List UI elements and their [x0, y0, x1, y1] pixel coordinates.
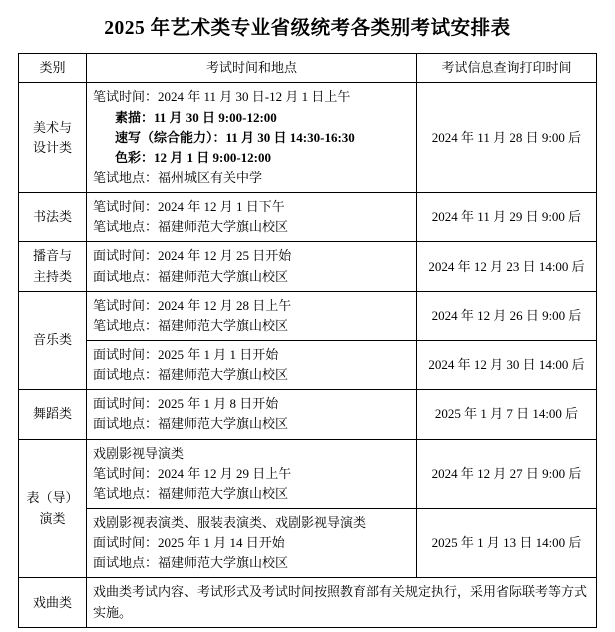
row-category-calligraphy: 书法类	[19, 193, 87, 242]
header-category: 类别	[19, 54, 87, 83]
row-category-music: 音乐类	[19, 291, 87, 390]
row-query-calligraphy: 2024 年 11 月 29 日 9:00 后	[417, 193, 597, 242]
row-query-performance-interview: 2025 年 1 月 13 日 14:00 后	[417, 509, 597, 578]
table-row	[19, 291, 597, 340]
table-row	[19, 341, 597, 390]
header-time-place: 考试时间和地点	[87, 54, 417, 83]
exam-schedule-table	[18, 53, 597, 627]
row-category-performance: 表（导） 演类	[19, 439, 87, 578]
row-detail-calligraphy: 笔试时间：2024 年 12 月 1 日下午 笔试地点：福建师范大学旗山校区	[87, 193, 417, 242]
row-query-fine-arts: 2024 年 11 月 28 日 9:00 后	[417, 83, 597, 193]
row-detail-opera: 戏曲类考试内容、考试形式及考试时间按照教育部有关规定执行，采用省际联考等方式实施。	[87, 578, 597, 627]
table-row	[19, 509, 597, 578]
table-row	[19, 390, 597, 439]
row-category-opera: 戏曲类	[19, 578, 87, 627]
row-detail-dance: 面试时间：2025 年 1 月 8 日开始 面试地点：福建师范大学旗山校区	[87, 390, 417, 439]
row-category-dance: 舞蹈类	[19, 390, 87, 439]
page-title: 2025 年艺术类专业省级统考各类别考试安排表	[104, 18, 511, 39]
row-query-broadcasting: 2024 年 12 月 23 日 14:00 后	[417, 242, 597, 291]
row-detail-fine-arts: 笔试时间：2024 年 11 月 30 日-12 月 1 日上午 素描：11 月 30 日 9:00-12:00 速写（综合能力）：11 月 30 日 14:30-16:30 色彩：12 月 1 日 9:00-12:00 笔试地点：福州城区有关中学	[87, 83, 417, 193]
row-detail-performance-written: 戏剧影视导演类 笔试时间：2024 年 12 月 29 日上午 笔试地点：福建师范大学旗山校区	[87, 439, 417, 508]
row-detail-performance-interview: 戏剧影视表演类、服装表演类、戏剧影视导演类 面试时间：2025 年 1 月 14 日开始 面试地点：福建师范大学旗山校区	[87, 509, 417, 578]
row-category-fine-arts: 美术与 设计类	[19, 83, 87, 193]
row-query-dance: 2025 年 1 月 7 日 14:00 后	[417, 390, 597, 439]
table-row	[19, 242, 597, 291]
header-query-print: 考试信息查询打印时间	[417, 54, 597, 83]
row-query-music-interview: 2024 年 12 月 30 日 14:00 后	[417, 341, 597, 390]
table-row	[19, 439, 597, 508]
table-row	[19, 83, 597, 193]
table-row	[19, 578, 597, 627]
row-detail-music-written: 笔试时间：2024 年 12 月 28 日上午 笔试地点：福建师范大学旗山校区	[87, 291, 417, 340]
row-query-performance-written: 2024 年 12 月 27 日 9:00 后	[417, 439, 597, 508]
row-query-music-written: 2024 年 12 月 26 日 9:00 后	[417, 291, 597, 340]
table-header-row	[19, 54, 597, 83]
row-detail-broadcasting: 面试时间：2024 年 12 月 25 日开始 面试地点：福建师范大学旗山校区	[87, 242, 417, 291]
row-detail-music-interview: 面试时间：2025 年 1 月 1 日开始 面试地点：福建师范大学旗山校区	[87, 341, 417, 390]
table-row	[19, 193, 597, 242]
row-category-broadcasting: 播音与 主持类	[19, 242, 87, 291]
